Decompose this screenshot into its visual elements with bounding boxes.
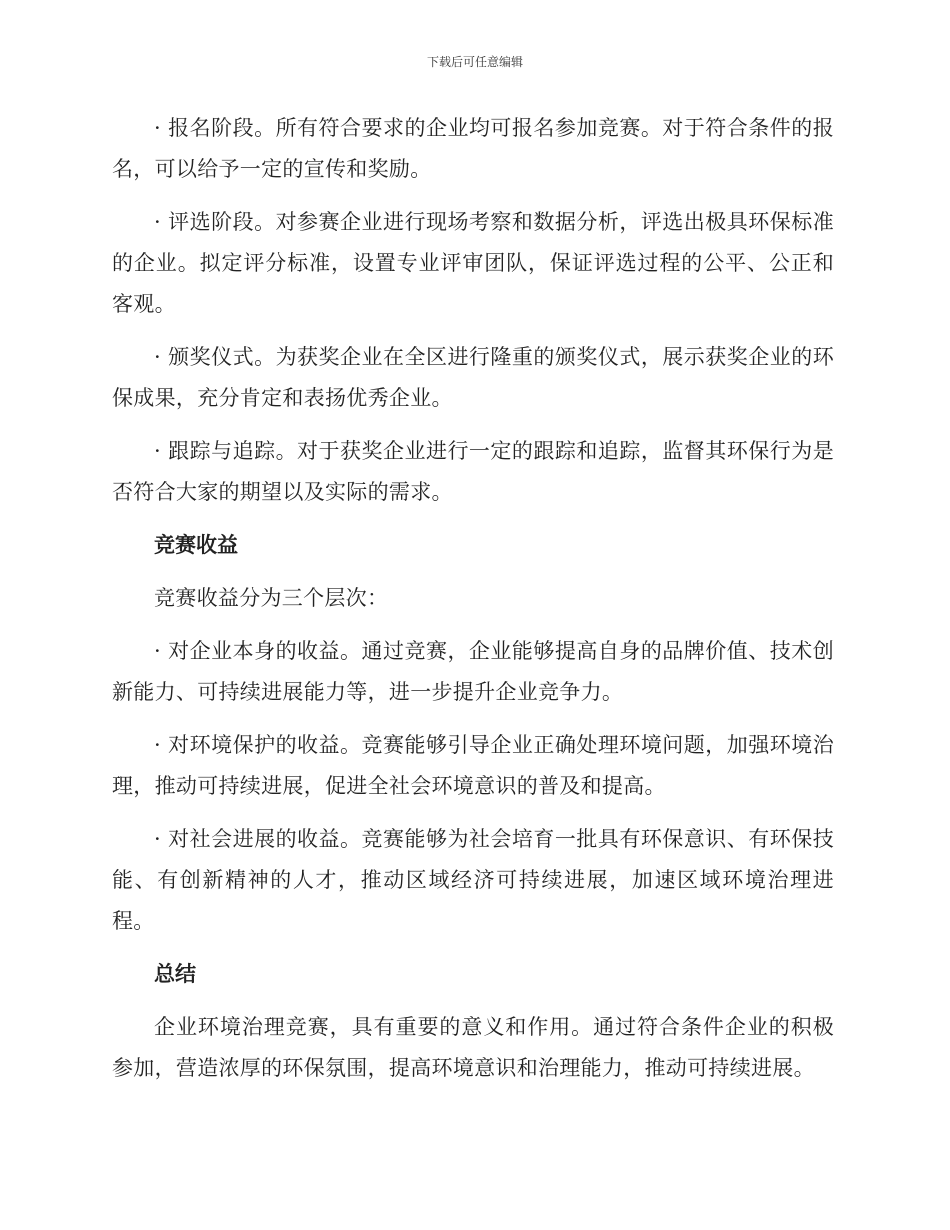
benefit-enterprise: · 对企业本身的收益。通过竞赛，企业能够提高自身的品牌价值、技术创新能力、可持续进展能力等，进一步提升企业竞争力。 <box>112 639 834 704</box>
summary-text: 企业环境治理竞赛，具有重要的意义和作用。通过符合条件企业的积极参加，营造浓厚的环保氛围，提高环境意识和治理能力，推动可持续进展。 <box>112 1015 834 1080</box>
benefit-society: · 对社会进展的收益。竞赛能够为社会培育一批具有环保意识、有环保技能、有创新精神的人才，推动区域经济可持续进展，加速区域环境治理进程。 <box>112 827 834 933</box>
stage-tracking: · 跟踪与追踪。对于获奖企业进行一定的跟踪和追踪，监督其环保行为是否符合大家的期望以及实际的需求。 <box>112 439 834 504</box>
benefit-environment: · 对环境保护的收益。竞赛能够引导企业正确处理环境问题，加强环境治理，推动可持续进展，促进全社会环境意识的普及和提高。 <box>112 733 834 798</box>
document-body <box>112 108 834 1101</box>
benefits-intro: 竞赛收益分为三个层次： <box>154 586 389 610</box>
stage-registration: · 报名阶段。所有符合要求的企业均可报名参加竞赛。对于符合条件的报名，可以给予一定的宣传和奖励。 <box>112 116 834 181</box>
benefits-heading: 竞赛收益 <box>154 533 238 557</box>
summary-heading: 总结 <box>154 962 196 986</box>
stage-award-ceremony: · 颁奖仪式。为获奖企业在全区进行隆重的颁奖仪式，展示获奖企业的环保成果，充分肯定和表扬优秀企业。 <box>112 345 834 410</box>
stage-selection: · 评选阶段。对参赛企业进行现场考察和数据分析，评选出极具环保标准的企业。拟定评分标准，设置专业评审团队，保证评选过程的公平、公正和客观。 <box>112 210 834 316</box>
page-header: 下载后可任意编辑 <box>426 55 523 69</box>
